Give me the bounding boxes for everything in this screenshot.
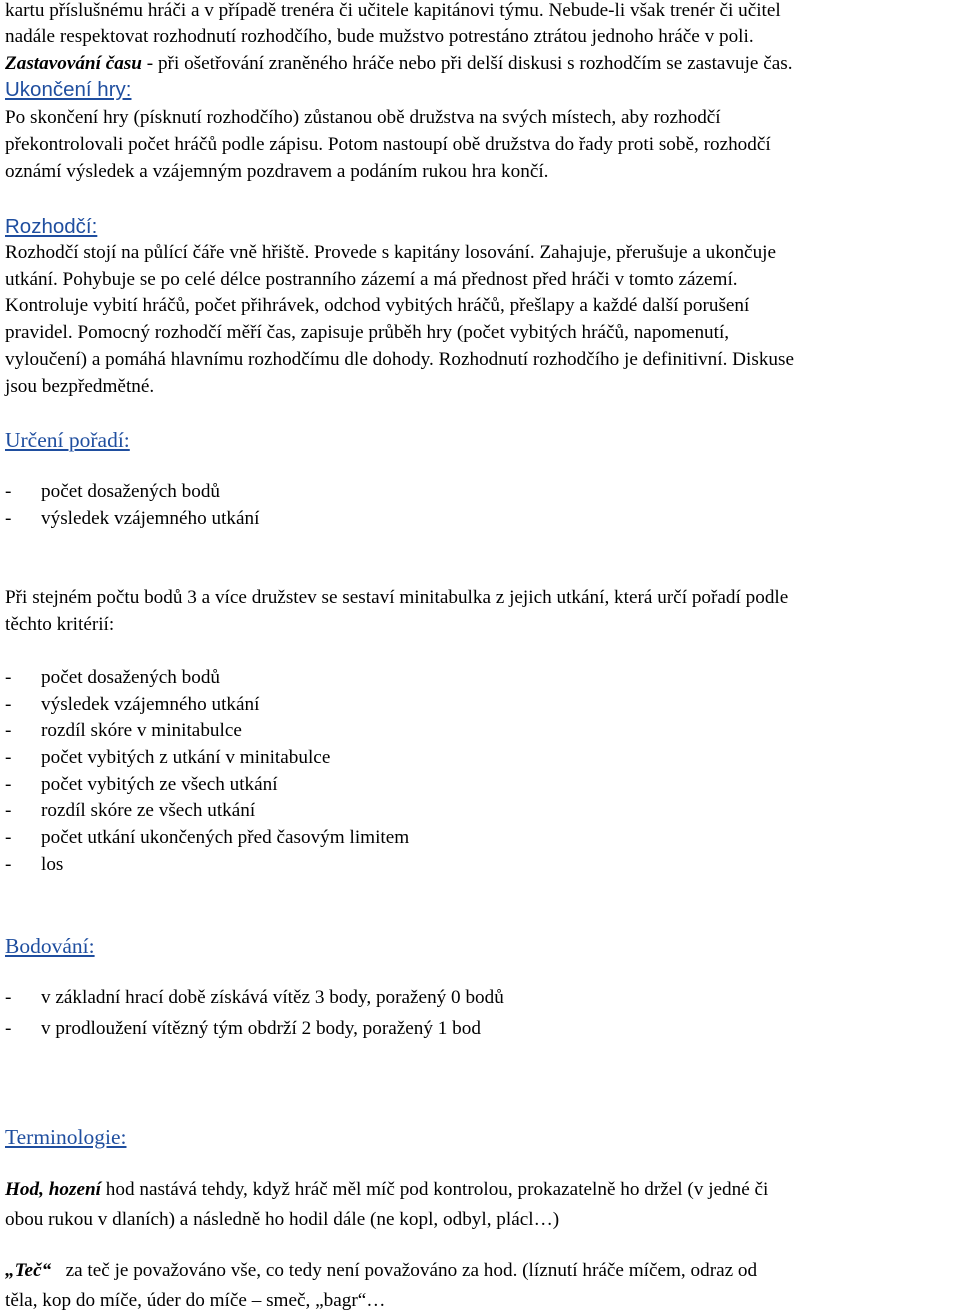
list-item: - výsledek vzájemného utkání bbox=[5, 694, 260, 715]
tec-term: „Teč“ bbox=[5, 1260, 52, 1281]
list-item: - výsledek vzájemného utkání bbox=[5, 508, 260, 529]
throw-term: Hod, hození bbox=[5, 1179, 101, 1200]
text-line: Při stejném počtu bodů 3 a více družstev se sestaví minitabulka z jejich utkání, která určí pořadí podle bbox=[5, 587, 789, 608]
text-line: pravidel. Pomocný rozhodčí měří čas, zapisuje průběh hry (počet vybitých hráčů, napomenutí, bbox=[5, 322, 730, 343]
text-line: těchto kritérií: bbox=[5, 614, 115, 635]
text-line: nadále respektovat rozhodnutí rozhodčího, bude mužstvo potrestáno ztrátou jednoho hráče v poli. bbox=[5, 26, 754, 47]
text-line: obou rukou v dlaních) a následně ho hodil dále (ne kopl, odbyl, plácl…) bbox=[5, 1209, 560, 1230]
list-item: - počet dosažených bodů bbox=[5, 481, 221, 502]
text-line: jsou bezpředmětné. bbox=[5, 376, 155, 397]
text-line: utkání. Pohybuje se po celé délce postranního zázemí a má přednost před hráči v tomto zázemí. bbox=[5, 269, 738, 290]
text-line: vyloučení) a pomáhá hlavnímu rozhodčímu dle dohody. Rozhodnutí rozhodčího je definitivní. Diskuse bbox=[5, 349, 795, 370]
time-stop-paragraph bbox=[5, 53, 793, 75]
time-stop-text: - při ošetřování zraněného hráče nebo při delší diskusi s rozhodčím se zastavuje čas. bbox=[141, 53, 793, 74]
list-item: - počet dosažených bodů bbox=[5, 667, 221, 688]
list-item: - rozdíl skóre v minitabulce bbox=[5, 720, 242, 741]
text-line: Rozhodčí stojí na půlící čáře vně hřiště. Provede s kapitány losování. Zahajuje, přerušuje a ukončuje bbox=[5, 242, 777, 263]
list-item: - počet vybitých z utkání v minitabulce bbox=[5, 747, 331, 768]
text-line: oznámí výsledek a vzájemným pozdravem a podáním rukou hra končí. bbox=[5, 161, 549, 182]
list-item: - v základní hrací době získává vítěz 3 body, poražený 0 bodů bbox=[5, 987, 504, 1008]
list-item: - počet utkání ukončených před časovým limitem bbox=[5, 827, 410, 848]
text-line: těla, kop do míče, úder do míče – smeč, „bagr“… bbox=[5, 1290, 386, 1311]
tec-paragraph: „Teč“ za teč je považováno vše, co tedy není považováno za hod. (líznutí hráče míčem, odraz od bbox=[5, 1260, 758, 1281]
referee-heading: Rozhodčí: bbox=[5, 215, 98, 238]
scoring-heading: Bodování: bbox=[5, 934, 95, 958]
list-item: - v prodloužení vítězný tým obdrží 2 body, poražený 1 bod bbox=[5, 1018, 481, 1039]
list-item: - los bbox=[5, 854, 64, 875]
text-line: Kontroluje vybití hráčů, počet přihrávek, odchod vybitých hráčů, přešlapy a každé další porušení bbox=[5, 295, 750, 316]
end-of-game-heading: Ukončení hry: bbox=[5, 78, 132, 101]
terminology-heading: Terminologie: bbox=[5, 1125, 127, 1149]
list-item: - počet vybitých ze všech utkání bbox=[5, 774, 278, 795]
throw-paragraph: Hod, hození hod nastává tehdy, když hráč měl míč pod kontrolou, prokazatelně ho držel (v jedné či bbox=[5, 1179, 769, 1200]
text-line: Po skončení hry (písknutí rozhodčího) zůstanou obě družstva na svých místech, aby rozhodčí bbox=[5, 107, 721, 128]
ranking-heading: Určení pořadí: bbox=[5, 428, 130, 452]
text-line: kartu příslušnému hráči a v případě trenéra či učitele kapitánovi týmu. Nebude-li však trenér či učitel bbox=[5, 0, 781, 21]
text-line: překontrolovali počet hráčů podle zápisu. Potom nastoupí obě družstva do řady proti sobě, rozhodčí bbox=[5, 134, 771, 155]
list-item: - rozdíl skóre ze všech utkání bbox=[5, 800, 256, 821]
time-stop-term: Zastavování času bbox=[5, 53, 142, 74]
